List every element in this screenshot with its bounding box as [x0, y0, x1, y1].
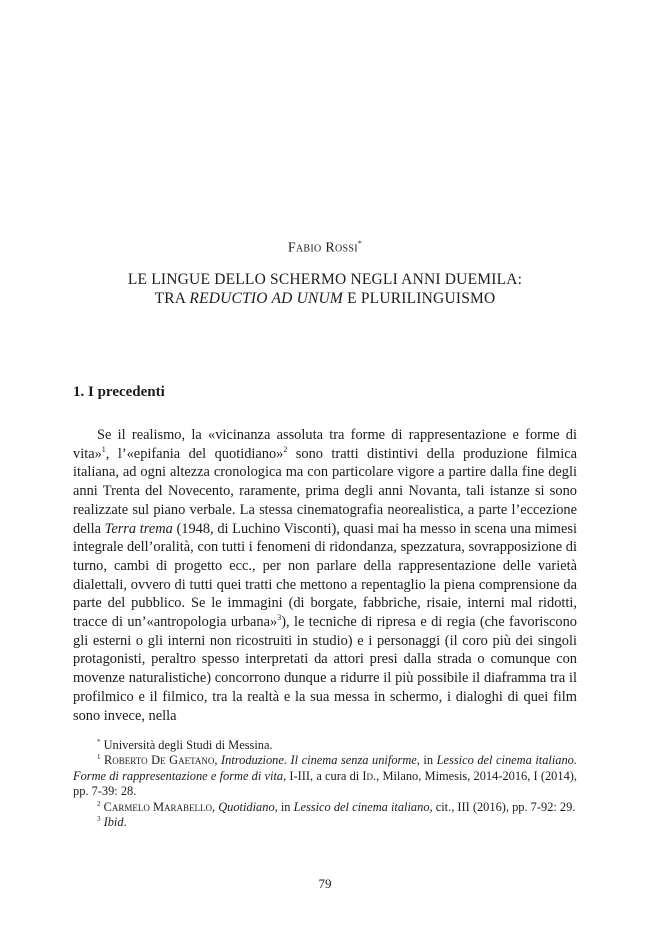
footnote-title: Introduzione. Il cinema senza uniforme — [221, 753, 417, 768]
title-line-2-post: E PLURILINGUISMO — [343, 290, 496, 307]
footnote-text: , — [211, 799, 219, 814]
footnote-text: , cit., III (2016), pp. 7-92: 29. — [429, 799, 576, 814]
title-latin-phrase: REDUCTIO AD UNUM — [189, 290, 344, 307]
footnote-author: Roberto De Gaetano — [100, 753, 215, 768]
footnote-text: . — [123, 815, 127, 830]
footnote-text: , Milano, Mimesis, 2014-2016, I (2014), pp. 7-39: 28. — [73, 768, 577, 799]
footnote-ref-3: 3 — [277, 613, 282, 623]
footnote-mark: * — [97, 737, 101, 746]
footnote-1 — [73, 753, 577, 799]
page-number: 79 — [318, 876, 332, 891]
author-footnote-mark: * — [357, 239, 363, 248]
footnote-mark: 1 — [97, 753, 101, 762]
footnote-text: Università degli Studi di Messina. — [100, 738, 273, 752]
body-segment-3: sono tratti distintivi della produzione filmica italiana, ad ogni altezza cronologica ma con particolare vigore a partire dalla fine degli anni Trenta del Novecento, raramente, prima degli anni Novanta, tali istanze si sono realizzate sul piano verbale. La stessa cinematografia neorealistica, a parte l’eccezione della — [73, 445, 577, 537]
footnote-text: , in — [416, 753, 437, 768]
footnote-work: Lessico del cinema italiano — [293, 799, 430, 814]
article-title — [0, 270, 650, 308]
film-title: Terra trema — [104, 520, 173, 537]
footnote-work: Lessico del cinema italiano. Forme di rappresentazione e forme di vita — [73, 753, 577, 783]
section-heading: 1. I precedenti — [73, 384, 165, 400]
body-paragraph — [73, 426, 577, 725]
footnote-mark: 3 — [97, 814, 101, 823]
footnote-text: , I-III, a cura di — [283, 768, 363, 783]
footnote-affiliation — [73, 738, 577, 753]
footnote-title: Quotidiano — [218, 799, 275, 814]
footnote-ref-1: 1 — [101, 444, 106, 454]
body-segment-4: (1948, di Luchino Visconti), quasi mai ha messo in scena una mimesi integrale dell’oralità, con tutti i fenomeni di ridondanza, spezzatura, sovrapposizione di turno, cambi di progetto ecc., per non parlare della rappresentazione delle varietà dialettali, ovvero di tutti quei tratti che mettono a repentaglio la piena comprensione da parte del pubblico. Se le immagini (di borgate, fabbriche, risaie, interni mal ridotti, tracce di un’«antropologia urbana» — [73, 520, 577, 631]
footnote-text: , in — [274, 799, 294, 814]
author-name-text: Fabio Rossi — [287, 240, 358, 256]
footnote-2 — [73, 800, 577, 815]
footnote-text: , — [214, 753, 222, 768]
footnote-idem: Id. — [362, 768, 377, 783]
body-segment-5: ), le tecniche di ripresa e di regia (che favoriscono gli esterni o gli interni non ricostruiti in studio) e i personaggi (il coro più dei singoli protagonisti, peraltro spesso interpretati da attori presi dalla strada o comunque con movenze naturalistiche) concorrono dunque a ridurre il più possibile il diaframma tra il profilmico e il filmico, tra la realtà e la sua messa in schermo, i dialoghi di quei film sono invece, nella — [73, 614, 577, 724]
title-line-2-pre: TRA — [154, 290, 190, 307]
footnote-3 — [73, 815, 577, 830]
title-line-2 — [0, 289, 650, 308]
footnote-ibid: Ibid — [103, 815, 124, 830]
body-segment-1: Se il realismo, la «vicinanza assoluta tra forme di rappresentazione e forme di vita» — [73, 427, 577, 462]
body-segment-2: , l’«epifania del quotidiano» — [105, 445, 284, 462]
title-line-1: LE LINGUE DELLO SCHERMO NEGLI ANNI DUEMILA: — [127, 271, 523, 288]
footnote-mark: 2 — [97, 799, 101, 808]
footnote-author: Carmelo Marabello — [100, 799, 212, 814]
body-text — [73, 426, 577, 725]
author-name — [0, 239, 650, 257]
footnote-ref-2: 2 — [283, 444, 288, 454]
footnotes — [73, 738, 577, 830]
